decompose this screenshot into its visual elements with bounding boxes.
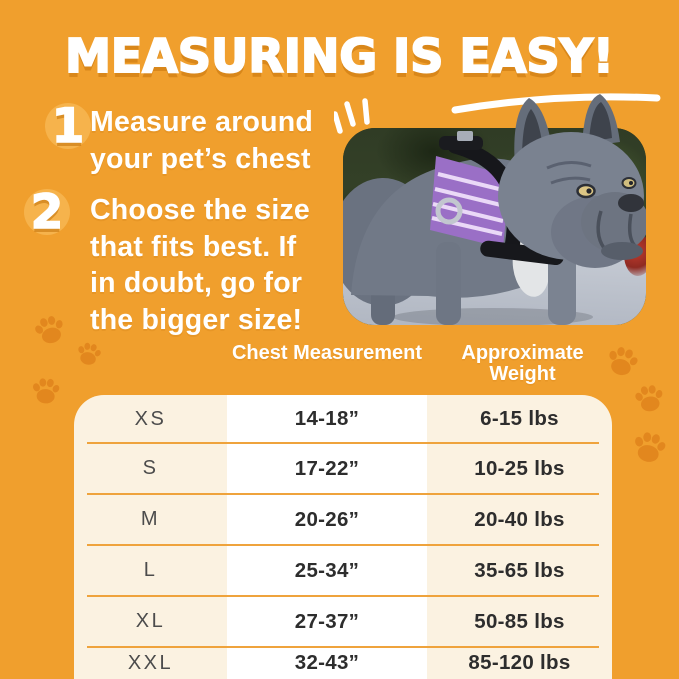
table-row [74, 395, 612, 443]
step-2-badge [24, 184, 70, 240]
sparkle-icon [334, 97, 378, 145]
weight-cell: 20-40 lbs [474, 507, 565, 531]
chest-cell: 17-22” [294, 456, 360, 480]
size-cell: XL [135, 610, 166, 632]
column-header-chest: Chest Measurement [231, 342, 423, 364]
table-row [74, 545, 612, 596]
row-divider [87, 595, 599, 597]
size-cell: L [143, 559, 158, 581]
weight-cell: 85-120 lbs [468, 651, 571, 674]
page-title: MEASURING IS EASY! [65, 29, 614, 83]
column-header-weight: Approximate Weight [461, 342, 584, 385]
size-cell: M [140, 508, 161, 530]
chest-cell: 27-37” [294, 609, 360, 633]
paw-icon [629, 427, 671, 469]
size-cell: XS [134, 407, 167, 430]
weight-cell: 50-85 lbs [474, 609, 565, 633]
step-1-line: Measure around [90, 106, 313, 138]
row-divider [87, 646, 599, 648]
step-2-number: 2 [30, 184, 64, 240]
row-divider [87, 544, 599, 546]
step-2-line: Choose the size [90, 194, 310, 226]
chest-cell: 14-18” [294, 407, 360, 430]
size-cell: XXL [127, 651, 174, 674]
table-row [74, 647, 612, 679]
chest-cell: 25-34” [294, 558, 360, 582]
step-2-line: in doubt, go for [90, 267, 303, 299]
weight-cell: 35-65 lbs [474, 558, 565, 582]
size-cell: S [142, 457, 159, 479]
chest-cell: 32-43” [294, 651, 360, 674]
step-1-number: 1 [51, 98, 85, 154]
weight-cell: 10-25 lbs [474, 456, 565, 480]
row-divider [87, 442, 599, 444]
paw-icon [74, 339, 105, 370]
step-1-line: your pet’s chest [90, 142, 311, 175]
chest-cell: 20-26” [294, 507, 360, 531]
paw-icon [30, 375, 62, 407]
step-2-text [90, 192, 310, 338]
table-row [74, 443, 612, 494]
dog-photo-overflow [343, 90, 646, 325]
weight-cell: 6-15 lbs [480, 407, 559, 430]
paw-icon [632, 381, 667, 416]
dog-illustration [343, 90, 646, 325]
table-row [74, 596, 612, 647]
step-2-line: the bigger size! [90, 303, 303, 336]
row-divider [87, 493, 599, 495]
step-2-line: that fits best. If [90, 230, 297, 263]
size-chart-table [74, 395, 612, 679]
paw-icon [30, 310, 69, 349]
dog-head [498, 94, 646, 268]
step-1-text [90, 104, 313, 177]
table-row [74, 494, 612, 545]
step-1-badge [45, 98, 91, 154]
